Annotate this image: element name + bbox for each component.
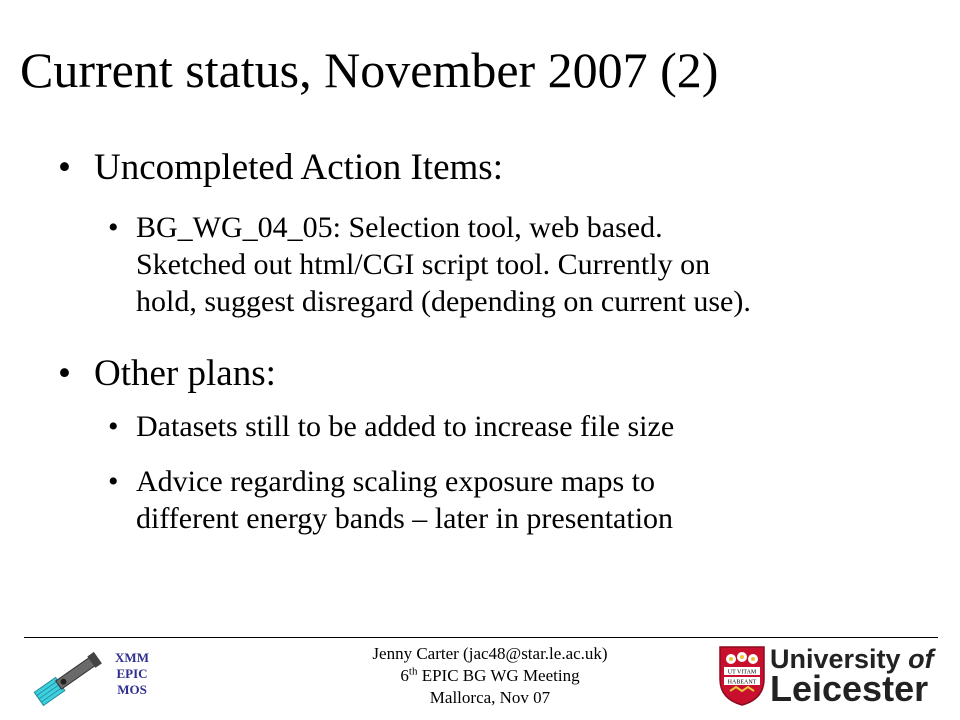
meeting-number: 6: [400, 666, 409, 685]
xmm-epic-mos-label: [100, 650, 164, 698]
footer-credits: [330, 643, 650, 709]
bullet: •: [108, 410, 119, 443]
xmm-satellite-icon: [26, 641, 108, 715]
university-word: University: [770, 644, 901, 674]
action-item-text: BG_WG_04_05: Selection tool, web based. Sketched out html/CGI script tool. Currently on hold, suggest disregard (depending on current use).: [136, 211, 751, 318]
footer-location-date: Mallorca, Nov 07: [429, 688, 551, 707]
bullet: •: [108, 211, 119, 244]
action-item-bg-wg-04-05: [108, 209, 908, 320]
bullet: •: [108, 465, 119, 498]
plan-item-text: Datasets still to be added to increase file size: [136, 410, 675, 443]
footer-author: Jenny Carter (jac48@star.le.ac.uk): [372, 644, 608, 663]
xmm-label-line: XMM: [115, 650, 149, 665]
plan-item-text: Advice regarding scaling exposure maps to different energy bands – later in presentation: [136, 465, 674, 535]
university-line2: Leicester: [770, 668, 929, 709]
bullet: •: [58, 147, 71, 188]
xmm-label-line: EPIC: [116, 666, 148, 681]
svg-text:HABEANT: HABEANT: [727, 679, 757, 686]
section-heading-text: Other plans:: [94, 353, 276, 394]
university-of: of: [908, 644, 934, 674]
plan-item-datasets: [108, 408, 908, 445]
slide-title: Current status, November 2007 (2): [20, 42, 719, 98]
bullet: •: [58, 353, 71, 394]
university-wordmark: [770, 644, 934, 709]
meeting-ordinal: th: [408, 665, 418, 678]
svg-text:UT VITAM: UT VITAM: [727, 669, 757, 676]
footer-meeting: [330, 665, 650, 687]
footer-divider: [24, 637, 938, 638]
meeting-name: EPIC BG WG Meeting: [417, 666, 580, 685]
plan-item-advice: [108, 463, 908, 537]
xmm-label-line: MOS: [117, 682, 147, 697]
section-heading-text: Uncompleted Action Items:: [94, 147, 503, 188]
